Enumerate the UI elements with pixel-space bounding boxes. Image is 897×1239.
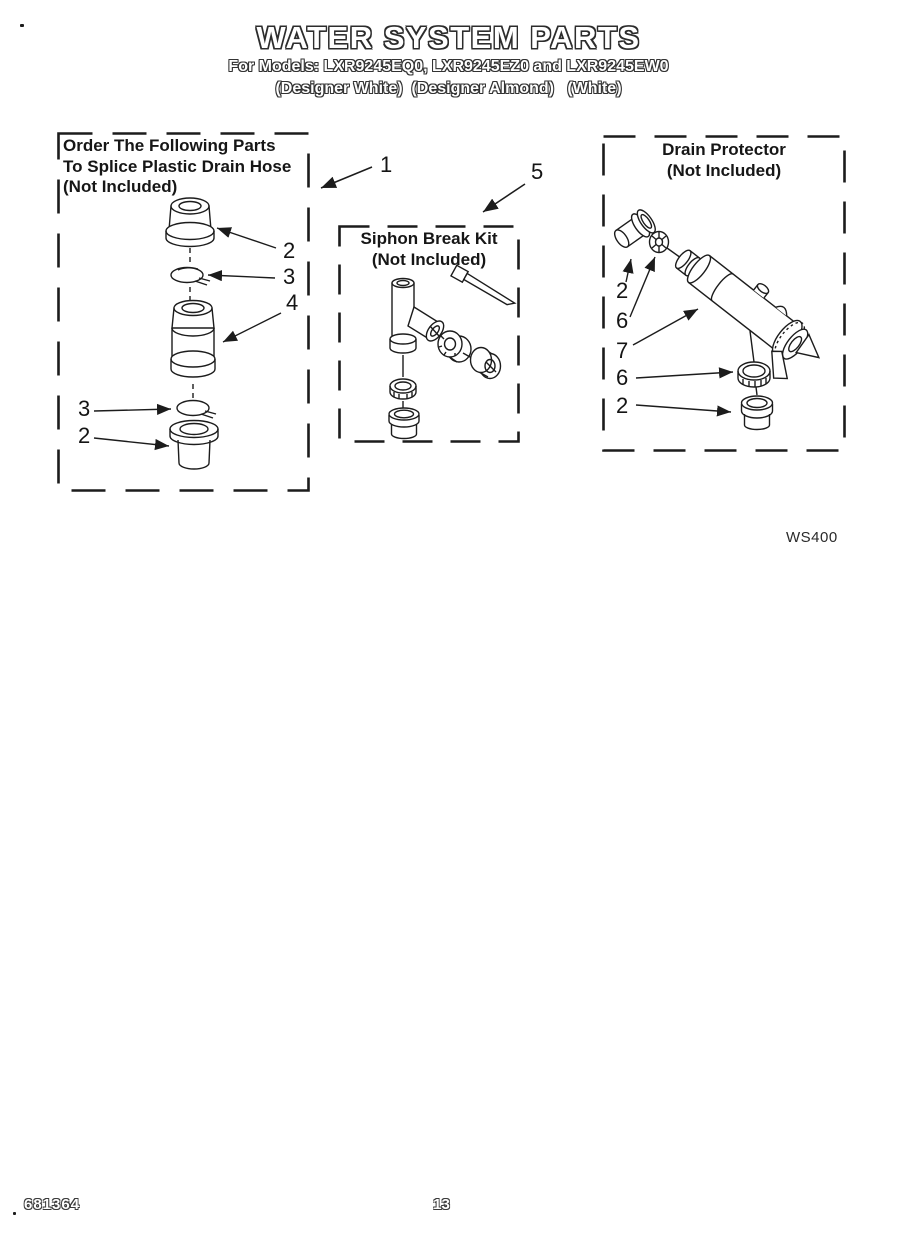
splice-arrow-2-top	[217, 228, 276, 248]
star-washer-part	[650, 232, 669, 253]
callout-1-arrow	[321, 167, 372, 188]
assembly-axis-line	[750, 331, 754, 362]
hose-adapter-part	[471, 348, 501, 379]
hose-fitting-part-bottom	[170, 421, 218, 470]
drain-title-line2: (Not Included)	[666, 160, 782, 180]
siphon-title-line1: Siphon Break Kit	[360, 229, 498, 248]
drain-callout-7: 7	[616, 338, 629, 363]
splice-arrow-3-bottom	[94, 409, 171, 411]
splice-callout-3-bottom: 3	[78, 396, 91, 421]
subtitle-colors: (Designer White) (Designer Almond) (White)	[275, 79, 622, 97]
ribbed-ring-part	[390, 379, 416, 399]
hose-fitting-part-top	[166, 198, 214, 247]
splice-title-line1: Order The Following Parts	[63, 136, 276, 155]
drain-arrow-2-top	[626, 259, 631, 282]
drain-protector-box	[602, 135, 846, 452]
page-number: 13	[433, 1196, 450, 1213]
drain-callout-2-top: 2	[616, 278, 629, 303]
splice-box-title	[63, 136, 303, 198]
cable-tie-part	[451, 265, 517, 309]
subtitle-models: For Models: LXR9245EQ0, LXR9245EZ0 and LXR9245EW0	[228, 57, 669, 75]
clamp-ring-part-bottom	[177, 401, 216, 419]
drain-arrow-2-cap	[636, 405, 731, 412]
clamp-ring-part-top	[171, 268, 210, 286]
splice-title-line3: (Not Included)	[63, 177, 178, 196]
splice-arrow-4	[223, 313, 281, 342]
splice-callout-4: 4	[286, 290, 299, 315]
drain-callout-6-ring: 6	[616, 365, 629, 390]
callout-5-arrow	[483, 184, 525, 212]
splice-callout-3-top: 3	[283, 264, 296, 289]
splice-arrow-3-top	[208, 275, 275, 278]
callout-1-label: 1	[380, 152, 393, 177]
coupling-part	[171, 301, 215, 378]
drain-callout-2-cap: 2	[616, 393, 629, 418]
siphon-box-title	[338, 229, 520, 270]
drain-protector-art	[602, 135, 846, 452]
callout-5-label: 5	[531, 159, 544, 184]
doc-number: 681364	[24, 1196, 81, 1213]
siphon-break-kit-box	[338, 225, 520, 443]
toothed-ring-part	[738, 362, 770, 387]
drain-arrow-6-washer	[630, 257, 655, 317]
siphon-title-line2: (Not Included)	[371, 249, 487, 269]
drain-cap-part	[742, 396, 773, 430]
drain-arrow-7	[633, 309, 698, 345]
diagram-code: WS400	[786, 529, 838, 546]
drain-box-title	[602, 140, 846, 181]
drain-arrow-6-ring	[636, 372, 733, 378]
assembly-axis-line	[756, 387, 757, 395]
cap-part	[389, 408, 419, 439]
splice-title-line2: To Splice Plastic Drain Hose	[63, 156, 292, 176]
ribbed-disc-part	[438, 331, 471, 362]
drain-title-line1: Drain Protector	[662, 140, 786, 159]
splice-callout-2-bottom: 2	[78, 423, 91, 448]
splice-callout-2-top: 2	[283, 238, 296, 263]
splice-arrow-2-bottom	[94, 438, 169, 446]
drain-callout-6-washer: 6	[616, 308, 629, 333]
splice-parts-box	[57, 132, 310, 492]
page-title: WATER SYSTEM PARTS	[256, 20, 641, 55]
